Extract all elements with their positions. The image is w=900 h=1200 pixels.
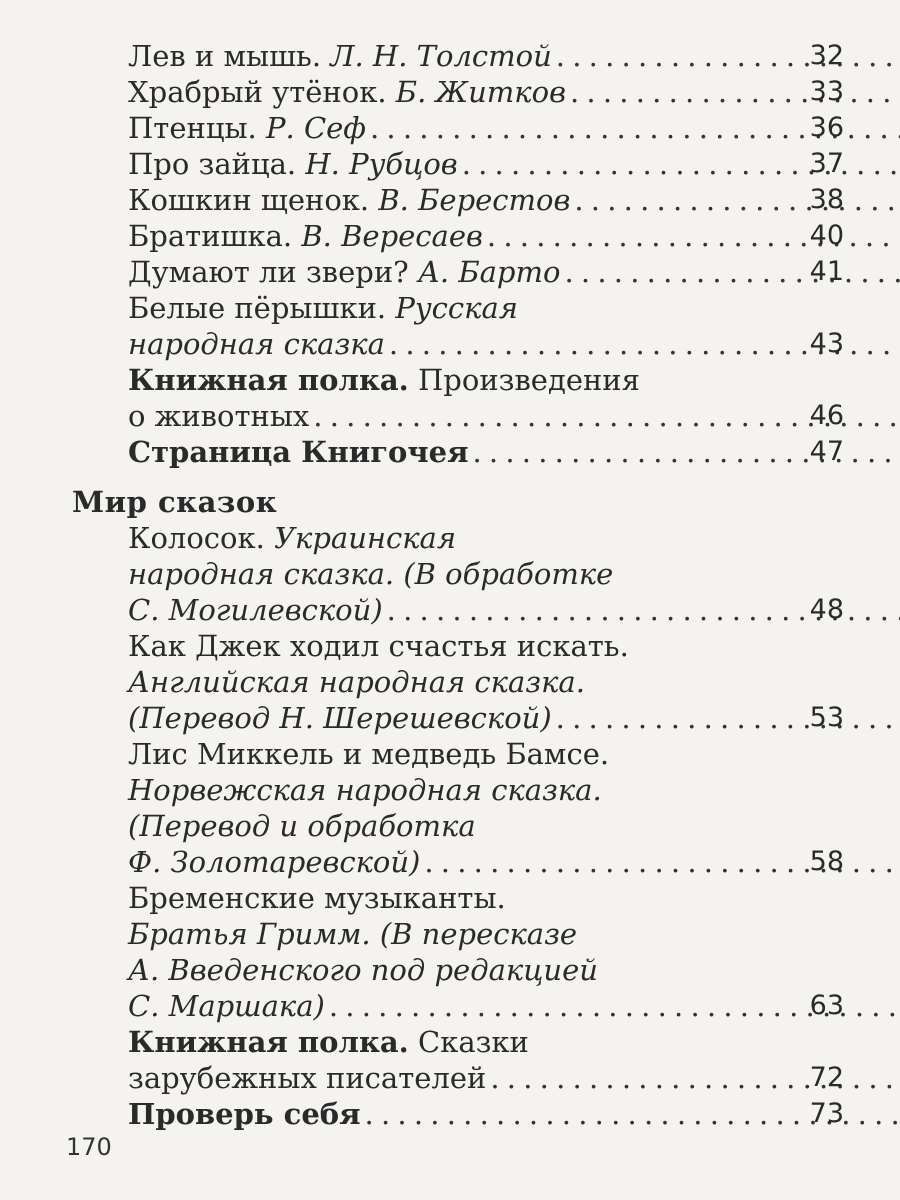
toc-page-number: 37: [809, 148, 844, 179]
title-text: Белые пёрышки.: [128, 291, 396, 325]
toc-entry-title: [128, 1096, 361, 1132]
toc-page-number: 48: [809, 594, 844, 625]
table-of-contents: [0, 38, 900, 1132]
toc-entry-title: [128, 881, 506, 915]
author-or-source-text: Английская народная сказка.: [128, 665, 585, 699]
toc-entry-title: [128, 953, 598, 987]
toc-page-number: 38: [809, 184, 844, 215]
toc-entry: [0, 1024, 900, 1096]
toc-entry-line: [0, 182, 900, 218]
toc-entry-title: [128, 700, 552, 736]
toc-entry-title: [128, 74, 566, 110]
toc-entry-title: [128, 218, 483, 254]
toc-entry-line: [0, 844, 900, 880]
toc-entry-line: [0, 110, 900, 146]
toc-group-animals: [0, 38, 900, 470]
toc-entry-title: [128, 146, 458, 182]
author-or-source-text: Н. Рубцов: [305, 147, 458, 181]
toc-entry-line: [0, 254, 900, 290]
heading-text: Книжная полка.: [128, 363, 409, 397]
toc-entry-line: [0, 592, 900, 628]
toc-page-number: 33: [809, 76, 844, 107]
toc-entry: [0, 880, 900, 1024]
toc-entry: [0, 362, 900, 434]
toc-entry: [0, 218, 900, 254]
toc-entry-line: [0, 74, 900, 110]
toc-entry-line: [0, 664, 900, 700]
title-text: Птенцы.: [128, 111, 266, 145]
author-or-source-text: В. Вересаев: [301, 219, 483, 253]
toc-page-number: 63: [809, 990, 844, 1021]
author-or-source-text: Б. Житков: [395, 75, 566, 109]
toc-entry-line: [0, 772, 900, 808]
toc-entry-line: [0, 434, 900, 470]
toc-entry-line: [0, 398, 900, 434]
toc-page-number: 36: [809, 112, 844, 143]
toc-entry-line: [0, 808, 900, 844]
toc-entry-title: [128, 917, 577, 951]
toc-entry: [0, 520, 900, 628]
section-gap: [0, 470, 900, 484]
toc-entry: [0, 110, 900, 146]
toc-entry-title: [128, 291, 518, 325]
title-text: Кошкин щенок.: [128, 183, 379, 217]
toc-entry-title: [128, 665, 585, 699]
toc-entry-title: [128, 38, 552, 74]
toc-entry-title: [128, 773, 602, 807]
toc-entry-line: [0, 952, 900, 988]
dot-leader: [556, 38, 900, 74]
toc-entry-title: [128, 1060, 486, 1096]
section-heading: Мир сказок: [72, 485, 278, 519]
toc-entry-title: [128, 737, 609, 771]
toc-entry-line: [0, 1060, 900, 1096]
toc-entry: [0, 74, 900, 110]
title-text: Как Джек ходил счастья искать.: [128, 629, 629, 663]
toc-entry-line: [0, 916, 900, 952]
title-text: Лис Миккель и медведь Бамсе.: [128, 737, 610, 771]
toc-entry-title: [128, 182, 570, 218]
toc-page-number: 43: [809, 328, 844, 359]
title-text: Братишка.: [128, 219, 302, 253]
page-number: 170: [66, 1133, 112, 1161]
toc-entry-line: [0, 700, 900, 736]
heading-text: Проверь себя: [128, 1097, 361, 1131]
toc-entry: [0, 434, 900, 470]
dot-leader: [564, 254, 900, 290]
author-or-source-text: А. Введенского под редакцией: [128, 953, 598, 987]
toc-entry-title: [128, 988, 325, 1024]
toc-entry-title: [128, 844, 420, 880]
title-text: Лев и мышь.: [128, 39, 331, 73]
toc-page-number: 46: [809, 400, 844, 431]
toc-entry-line: [0, 326, 900, 362]
toc-entry-title: [128, 363, 640, 397]
author-or-source-text: Норвежская народная сказка.: [128, 773, 602, 807]
author-or-source-text: Р. Сеф: [266, 111, 366, 145]
toc-page-number: 47: [809, 436, 844, 467]
title-text: зарубежных писателей: [128, 1061, 487, 1095]
toc-entry: [0, 254, 900, 290]
title-text: Бременские музыканты.: [128, 881, 506, 915]
toc-entry-line: [0, 736, 900, 772]
author-or-source-text: Л. Н. Толстой: [330, 39, 552, 73]
toc-page-number: 73: [809, 1098, 844, 1129]
dot-leader: [574, 182, 900, 218]
author-or-source-text: В. Берестов: [378, 183, 571, 217]
toc-entry-line: [0, 218, 900, 254]
toc-page-number: 41: [809, 256, 844, 287]
author-or-source-text: Братья Гримм. (В пересказе: [128, 917, 578, 951]
toc-entry-line: [0, 1096, 900, 1132]
author-or-source-text: Ф. Золотаревской): [128, 845, 421, 879]
toc-entry-title: [128, 254, 560, 290]
author-or-source-text: Украинская: [274, 521, 457, 555]
toc-entry-line: [0, 146, 900, 182]
author-or-source-text: А. Барто: [417, 255, 561, 289]
toc-entry: [0, 146, 900, 182]
toc-entry-title: [128, 1025, 529, 1059]
title-text: Сказки: [408, 1025, 529, 1059]
author-or-source-text: С. Могилевской): [128, 593, 383, 627]
title-text: о животных: [128, 399, 310, 433]
toc-entry-line: [0, 988, 900, 1024]
toc-entry-line: [0, 520, 900, 556]
toc-group-fairy-tales: [0, 520, 900, 1132]
toc-entry-line: [0, 38, 900, 74]
toc-entry-line: [0, 362, 900, 398]
title-text: Колосок.: [128, 521, 275, 555]
toc-entry-title: [128, 521, 456, 555]
author-or-source-text: народная сказка. (В обработке: [128, 557, 614, 591]
toc-entry: [0, 628, 900, 736]
toc-page-number: 58: [809, 846, 844, 877]
toc-entry: [0, 1096, 900, 1132]
title-text: Храбрый утёнок.: [128, 75, 396, 109]
toc-entry-line: [0, 556, 900, 592]
dot-leader: [556, 700, 900, 736]
toc-entry-title: [128, 326, 385, 362]
heading-text: Книжная полка.: [128, 1025, 409, 1059]
toc-entry-line: [0, 290, 900, 326]
title-text: Думают ли звери?: [128, 255, 418, 289]
toc-entry: [0, 736, 900, 880]
author-or-source-text: народная сказка: [128, 327, 385, 361]
toc-entry-title: [128, 629, 629, 663]
toc-entry-title: [128, 110, 366, 146]
toc-page-number: 72: [809, 1062, 844, 1093]
toc-entry-line: [0, 628, 900, 664]
toc-page-number: 40: [809, 220, 844, 251]
dot-leader: [570, 74, 900, 110]
author-or-source-text: С. Маршака): [128, 989, 325, 1023]
heading-text: Страница Книгочея: [128, 435, 469, 469]
toc-entry-line: [0, 880, 900, 916]
toc-page-number: 53: [809, 702, 844, 733]
toc-entry-title: [128, 557, 613, 591]
toc-entry-title: [128, 434, 469, 470]
title-text: Про зайца.: [128, 147, 306, 181]
author-or-source-text: (Перевод и обработка: [128, 809, 476, 843]
author-or-source-text: (Перевод Н. Шерешевской): [128, 701, 552, 735]
title-text: Произведения: [408, 363, 640, 397]
toc-page-number: 32: [809, 40, 844, 71]
toc-entry: [0, 38, 900, 74]
toc-entry: [0, 182, 900, 218]
author-or-source-text: Русская: [395, 291, 518, 325]
toc-entry-title: [128, 592, 383, 628]
toc-entry-line: [0, 1024, 900, 1060]
toc-entry: [0, 290, 900, 362]
toc-entry-title: [128, 809, 476, 843]
toc-entry-title: [128, 398, 309, 434]
